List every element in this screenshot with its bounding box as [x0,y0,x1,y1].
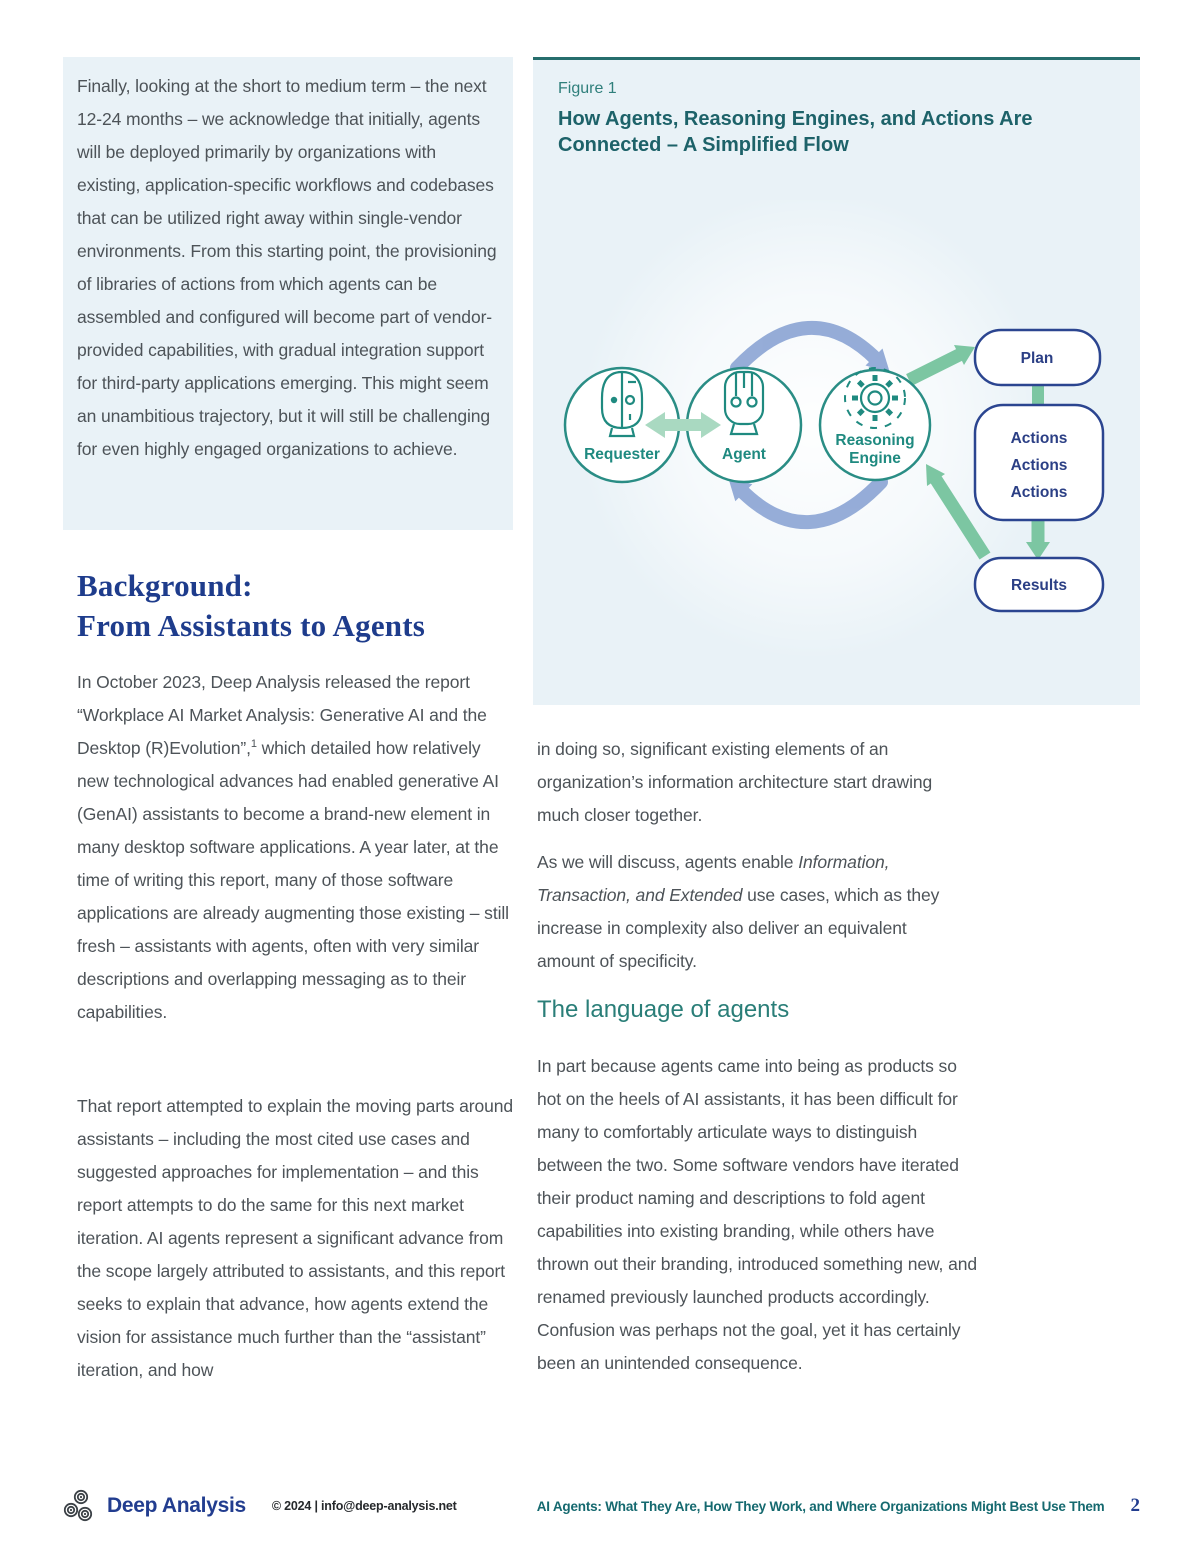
footnote-ref-1: 1 [250,738,257,751]
heading-line1: Background: [77,568,253,603]
highlight-paragraph: Finally, looking at the short to medium term – the next 12-24 months – we acknowledge that initially, agents will be deployed primarily by organizations with existing, application-specific workflows and codebases that can be utilized right away within single-vendor environments. From this starting point, the provisioning of libraries of actions from which agents can be assembled and configured will become part of vendor-provided capabilities, with gradual integration support for third-party applications emerging. This might seem an unambitious trajectory, but it will still be challenging for even highly engaged organizations to achieve. [77,76,497,459]
right-paragraph-2-cont: use cases, which as they increase in complexity also deliver an equivalent amount of specificity. [537,885,940,971]
section-heading-language-of-agents: The language of agents [537,996,790,1023]
copyright-contact: © 2024 | info@deep-analysis.net [271,1499,457,1513]
left-paragraph-1 [77,666,517,1029]
requester-label: Requester [584,446,660,463]
deep-analysis-logo-icon [63,1489,97,1523]
page-footer [63,1486,1140,1526]
brand-name: Deep Analysis [107,1494,246,1517]
reasoning-label-line1: Reasoning [835,432,915,449]
agents-flow-diagram [533,200,1140,700]
right-paragraph-2 [537,846,969,978]
agent-label: Agent [722,446,766,463]
highlighted-summary-block [63,57,513,530]
actions-label-3: Actions [1010,484,1068,501]
figure-label: Figure 1 [558,80,617,97]
figure-title: How Agents, Reasoning Engines, and Actions Are Connected – A Simplified Flow [558,108,1033,156]
right-paragraph-3: In part because agents came into being as products so hot on the heels of AI assistants, it has been difficult for many to comfortably articulate ways to distinguish between the two. Some software vendors have iterated their product naming and descriptions to fold agent capabilities into existing branding, while others have thrown out their branding, introduced something new, and renamed previously launched products accordingly. Confusion was perhaps not the goal, yet it has certainly been an unintended consequence. [537,1056,977,1373]
section-heading-background [77,566,537,646]
actions-label-2: Actions [1010,457,1068,474]
left-paragraph-1-cont: which detailed how relatively new technological advances had enabled generative AI (GenAI) assistants to become a brand-new element in many desktop software applications. A year later, at the time of writing this report, many of those software applications are already augmenting those existing – still fresh – assistants with agents, often with very similar descriptions and overlapping messaging as to their capabilities. [77,738,509,1022]
left-paragraph-1-text: In October 2023, Deep Analysis released the report “Workplace AI Market Analysis: Generative AI and the Desktop (R)Evolution”, [77,672,487,758]
heading-line2: From Assistants to Agents [77,608,426,643]
right-paragraph-2-text: As we will discuss, agents enable [537,852,799,872]
plan-label: Plan [1020,350,1054,367]
use-case-types-italic: Information, Transaction, and Extended [537,852,890,905]
figure-1-panel [533,57,1140,705]
left-paragraph-2: That report attempted to explain the moving parts around assistants – including the most cited use cases and suggested approaches for implementation – and this report attempts to do the same for this next market iteration. AI agents represent a significant advance from the scope largely attributed to assistants, and this report seeks to explain that advance, how agents extend the vision for assistance much further than the “assistant” iteration, and how [77,1096,514,1380]
right-paragraph-1: in doing so, significant existing elements of an organization’s information architecture start drawing much closer together. [537,739,933,825]
page-number: 2 [1130,1495,1140,1516]
actions-label-1: Actions [1010,430,1068,447]
results-label: Results [1011,577,1067,594]
reasoning-label-line2: Engine [849,450,901,467]
actions-results-arrow [1026,518,1050,560]
report-title: AI Agents: What They Are, How They Work, and Where Organizations Might Best Use Them [536,1498,1105,1514]
